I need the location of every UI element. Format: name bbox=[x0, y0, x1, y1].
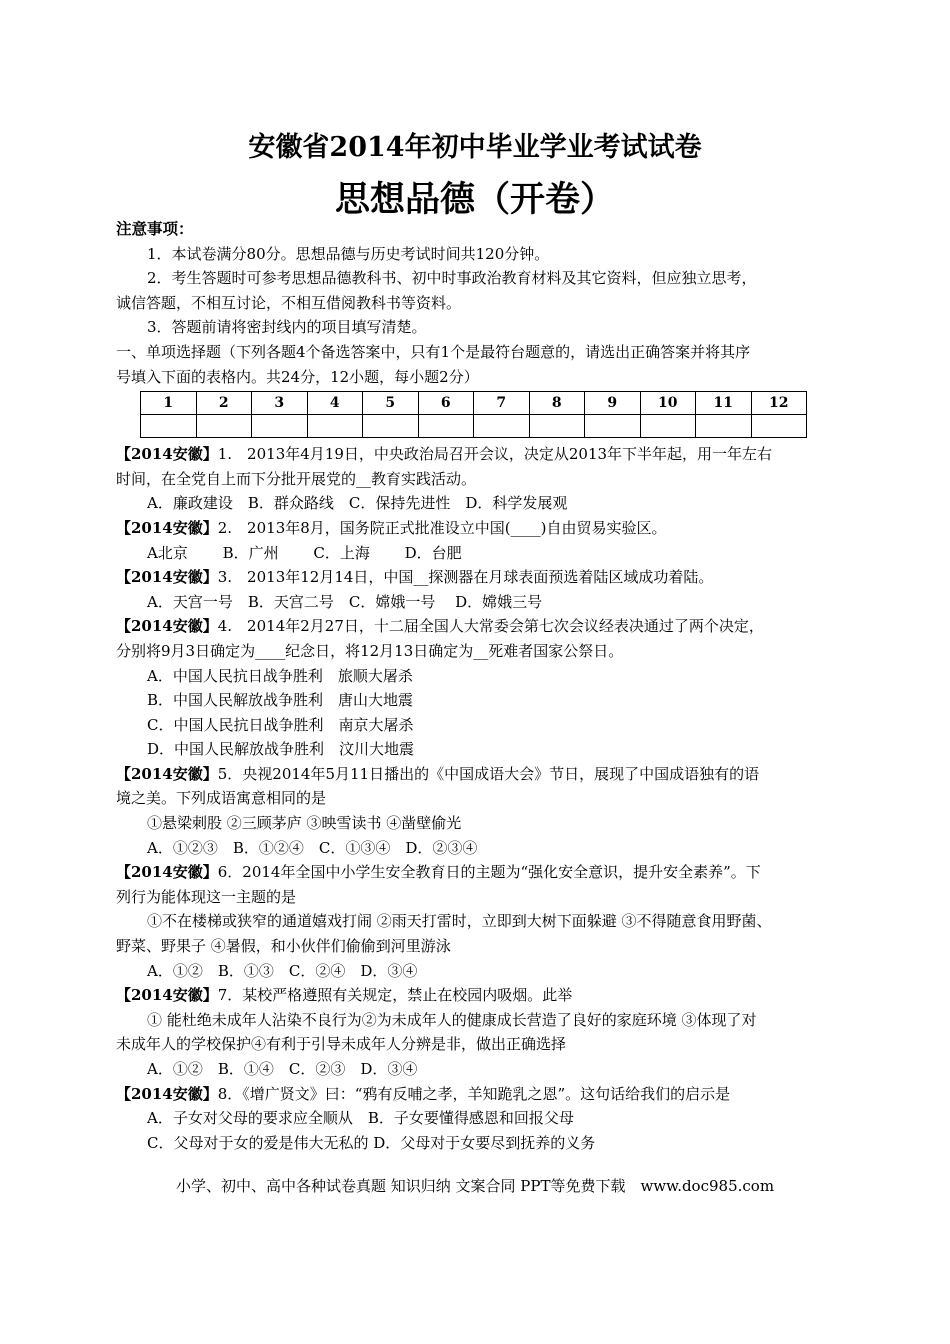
question-statements: 野菜、野果子 ④暑假，和小伙伴们偷偷到河里游泳 bbox=[116, 937, 451, 956]
question-text: 境之美。下列成语寓意相同的是 bbox=[116, 789, 327, 808]
question-text: 7．某校严格遵照有关规定，禁止在校园内吸烟。此举 bbox=[217, 986, 573, 1005]
question-option: A．中国人民抗日战争胜利 旅顺大屠杀 bbox=[147, 666, 413, 685]
exam-content bbox=[116, 217, 846, 1155]
question-options: A．廉政建设 B．群众路线 C．保持先进性 D．科学发展观 bbox=[147, 494, 568, 513]
answer-cell[interactable] bbox=[418, 415, 474, 438]
notice-item: 2．考生答题时可参考思想品德教科书、初中时事政治教育材料及其它资料，但应独立思考， bbox=[147, 269, 757, 288]
question-options: A．①② B．①④ C．②③ D．③④ bbox=[147, 1060, 418, 1078]
question-statements: ①不在楼梯或狭窄的通道嬉戏打闹 ②雨天打雷时，立即到大树下面躲避 ③不得随意食用野菌、 bbox=[147, 912, 772, 931]
question-tag: 【2014安徽】 bbox=[116, 617, 218, 636]
answer-number: 12 bbox=[751, 392, 807, 415]
question-text: 列行为能体现这一主题的是 bbox=[116, 887, 297, 906]
question-7 bbox=[116, 983, 846, 1008]
question-text: 1. 2013年4月19日，中央政治局召开会议，决定从2013年下半年起，用一年左右 bbox=[217, 445, 773, 464]
question-4 bbox=[116, 614, 846, 639]
question-option: D．中国人民解放战争胜利 汶川大地震 bbox=[147, 740, 415, 759]
question-statements: 未成年人的学校保护④有利于引导未成年人分辨是非，做出正确选择 bbox=[116, 1035, 567, 1054]
section-instructions: 号填入下面的表格内。共24分，12小题，每小题2分） bbox=[116, 367, 479, 386]
answer-cell[interactable] bbox=[252, 415, 308, 438]
answer-number: 11 bbox=[696, 392, 752, 415]
question-options: A．子女对父母的要求应全顺从 B．子女要懂得感恩和回报父母 bbox=[147, 1109, 574, 1128]
question-tag: 【2014安徽】 bbox=[116, 764, 218, 783]
page-footer: 小学、初中、高中各种试卷真题 知识归纳 文案合同 PPT等免费下载 www.doc985.com bbox=[175, 1177, 775, 1195]
question-text: 分别将9月3日确定为____纪念日，将12月13日确定为__死难者国家公祭日。 bbox=[116, 641, 624, 660]
question-text: 时间，在全党自上而下分批开展党的__教育实践活动。 bbox=[116, 469, 477, 488]
exam-subtitle: 思想品德（开卷） bbox=[334, 179, 615, 220]
answer-table-blank-row bbox=[141, 415, 807, 438]
question-statements: ①悬梁刺股 ②三顾茅庐 ③映雪读书 ④凿壁偷光 bbox=[147, 814, 462, 833]
question-tag: 【2014安徽】 bbox=[116, 1084, 218, 1103]
notice-item: 诚信答题，不相互讨论，不相互借阅教科书等资料。 bbox=[116, 293, 462, 312]
answer-cell[interactable] bbox=[529, 415, 585, 438]
question-options: A．①② B．①③ C．②④ D．③④ bbox=[147, 961, 418, 980]
question-tag: 【2014安徽】 bbox=[116, 518, 218, 537]
question-options: C．父母对于女的爱是伟大无私的 D．父母对于女要尽到抚养的义务 bbox=[147, 1133, 596, 1152]
question-2 bbox=[116, 516, 846, 541]
question-5 bbox=[116, 762, 846, 787]
question-text: 8．《增广贤文》曰：“鸦有反哺之孝，羊知跪乳之恩”。这句话给我们的启示是 bbox=[217, 1084, 731, 1103]
question-options: A．天宫一号 B．天宫二号 C．嫦娥一号 D．嫦娥三号 bbox=[147, 592, 543, 611]
question-tag: 【2014安徽】 bbox=[116, 445, 218, 464]
question-tag: 【2014安徽】 bbox=[116, 986, 218, 1005]
question-text: 6．2014年全国中小学生安全教育日的主题为“强化安全意识，提升安全素养”。下 bbox=[217, 863, 761, 882]
notice-item: 1．本试卷满分80分。思想品德与历史考试时间共120分钟。 bbox=[147, 244, 550, 263]
question-text: 3. 2013年12月14日，中国__探测器在月球表面预选着陆区域成功着陆。 bbox=[217, 568, 714, 587]
answer-cell[interactable] bbox=[751, 415, 807, 438]
question-options: A．①②③ B．①②④ C．①③④ D．②③④ bbox=[147, 838, 478, 857]
answer-number: 6 bbox=[418, 392, 474, 415]
notice-heading: 注意事项： bbox=[116, 219, 194, 238]
answer-number: 8 bbox=[529, 392, 585, 415]
answer-table-header-row bbox=[141, 392, 807, 415]
answer-number: 4 bbox=[307, 392, 363, 415]
answer-cell[interactable] bbox=[474, 415, 530, 438]
question-3 bbox=[116, 565, 846, 590]
answer-number: 10 bbox=[640, 392, 696, 415]
question-text: 5．央视2014年5月11日播出的《中国成语大会》节日，展现了中国成语独有的语 bbox=[217, 764, 760, 783]
notice-item: 3．答题前请将密封线内的项目填写清楚。 bbox=[147, 318, 427, 337]
question-statements: ① 能杜绝未成年人沾染不良行为②为未成年人的健康成长营造了良好的家庭环境 ③体现了对 bbox=[147, 1010, 757, 1029]
answer-table bbox=[140, 391, 807, 438]
question-tag: 【2014安徽】 bbox=[116, 568, 218, 587]
answer-cell[interactable] bbox=[196, 415, 252, 438]
answer-cell[interactable] bbox=[585, 415, 641, 438]
answer-cell[interactable] bbox=[307, 415, 363, 438]
answer-number: 2 bbox=[196, 392, 252, 415]
section-instructions: 一、单项选择题（下列各题4个备选答案中，只有1个是最符台题意的，请选出正确答案并将其序 bbox=[116, 342, 751, 361]
answer-number: 7 bbox=[474, 392, 530, 415]
question-text: 2. 2013年8月，国务院正式批准设立中国(____)自由贸易实验区。 bbox=[217, 518, 667, 537]
answer-number: 1 bbox=[141, 392, 197, 415]
answer-cell[interactable] bbox=[696, 415, 752, 438]
question-option: B．中国人民解放战争胜利 唐山大地震 bbox=[147, 691, 414, 710]
question-text: 4. 2014年2月27日，十二届全国人大常委会第七次会议经表决通过了两个决定， bbox=[217, 617, 764, 636]
question-6 bbox=[116, 860, 846, 885]
exam-title: 安徽省2014年初中毕业学业考试试卷 bbox=[248, 132, 702, 163]
answer-number: 9 bbox=[585, 392, 641, 415]
question-options: A北京 B．广州 C．上海 D．台肥 bbox=[147, 543, 462, 562]
answer-cell[interactable] bbox=[141, 415, 197, 438]
answer-cell[interactable] bbox=[640, 415, 696, 438]
question-8 bbox=[116, 1082, 846, 1107]
answer-number: 3 bbox=[252, 392, 308, 415]
answer-cell[interactable] bbox=[363, 415, 419, 438]
question-1 bbox=[116, 442, 846, 467]
answer-number: 5 bbox=[363, 392, 419, 415]
question-tag: 【2014安徽】 bbox=[116, 863, 218, 882]
question-option: C．中国人民抗日战争胜利 南京大屠杀 bbox=[147, 715, 414, 734]
